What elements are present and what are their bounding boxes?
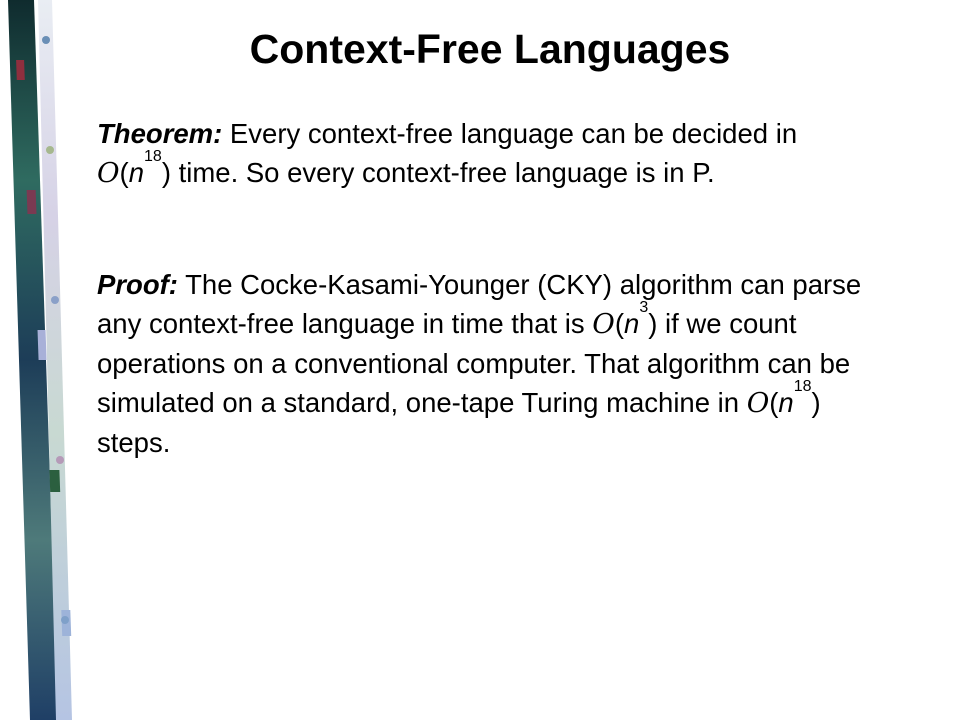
theorem-text-1: Every context-free language can be decided in bbox=[222, 118, 798, 149]
big-o-symbol: O bbox=[592, 308, 615, 340]
proof-text-1: The Cocke-Kasami-Younger (CKY) algorithm can parse any context-free language in time that is bbox=[97, 269, 862, 339]
slide-title bbox=[0, 18, 960, 80]
open-paren: ( bbox=[769, 387, 779, 418]
open-paren: ( bbox=[614, 308, 625, 339]
theorem-paragraph bbox=[97, 114, 877, 193]
variable-n: n bbox=[778, 387, 794, 418]
exponent: 3 bbox=[639, 299, 649, 316]
proof-label: Proof: bbox=[97, 269, 178, 300]
variable-n: n bbox=[624, 308, 640, 339]
decorative-side-stripe bbox=[0, 0, 80, 720]
variable-n: n bbox=[128, 157, 145, 188]
stained-glass-stripe-icon bbox=[0, 0, 80, 720]
proof-paragraph bbox=[97, 265, 877, 462]
open-paren: ( bbox=[119, 157, 129, 188]
proof-text-2: ) if we count operations on a conventional computer. That algorithm can be simulated on a standard, one-tape Turing machine in bbox=[97, 308, 851, 418]
theorem-text-2: ) time. So every context-free language is in P. bbox=[161, 157, 715, 188]
big-o-symbol: O bbox=[746, 387, 770, 419]
slide-title-text: Context-Free Languages bbox=[249, 26, 731, 72]
big-o-symbol: O bbox=[97, 157, 120, 189]
theorem-label: Theorem: bbox=[97, 118, 223, 149]
exponent: 18 bbox=[793, 378, 812, 395]
proof-text-3: ) steps. bbox=[97, 387, 821, 458]
exponent: 18 bbox=[144, 148, 162, 165]
